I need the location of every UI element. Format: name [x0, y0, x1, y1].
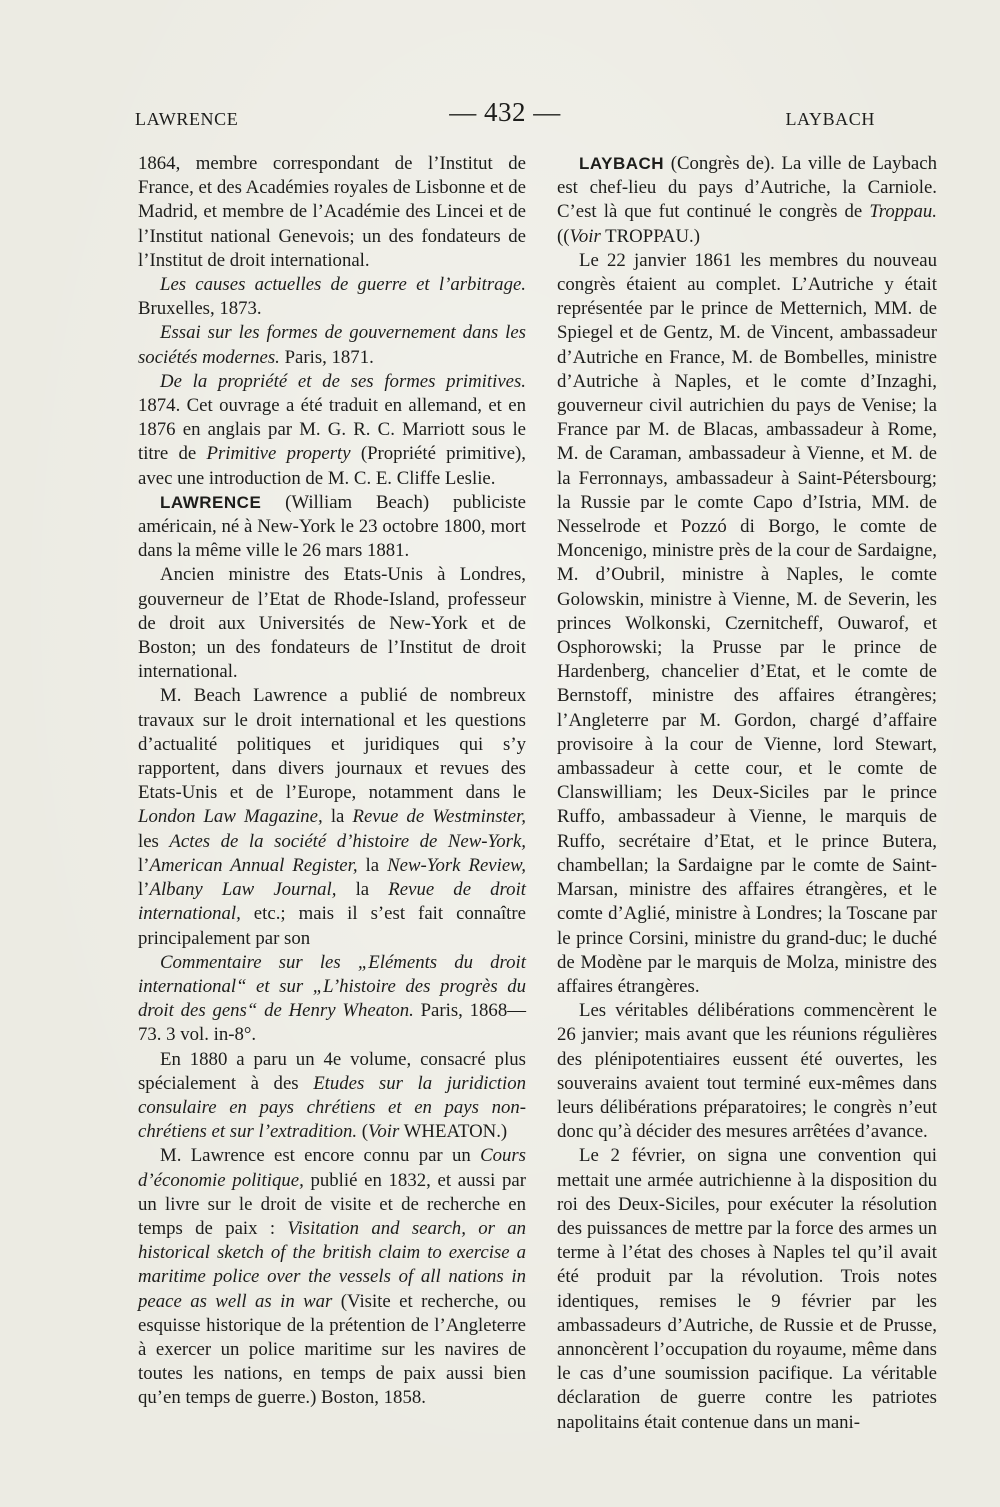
entry-headword: LAYBACH — [579, 154, 665, 173]
paragraph — [138, 1144, 526, 1410]
text: (William Beach) publiciste américain, né à New-York le 23 octobre 1800, mort dans la même ville le 26 mars 1881. — [138, 491, 526, 562]
publication-title: London Law Magazine, — [138, 806, 323, 828]
text: 1874. Cet ouvrage a été traduit en allemand, et en 1876 en anglais par M. G. R. C. Marriott sous le titre de — [138, 395, 526, 465]
paragraph — [138, 563, 526, 684]
cross-reference: TROPPAU.) — [600, 225, 700, 247]
publication-title: Revue de droit international, — [138, 879, 526, 925]
text: Paris, 1871. — [279, 346, 374, 368]
running-header — [135, 97, 875, 137]
text: (Congrès de). La ville de Laybach est chef-lieu du pays d’Autriche, la Carniole. C’est là que fut continué le congrès de — [557, 153, 937, 223]
book-title: Commentaire sur les „Eléments du droit international“ et sur „L’histoire des progrès du droit des gens“ de Henry Wheaton. — [138, 951, 526, 1022]
text: Ancien ministre des Etats-Unis à Londres, gouverneur de l’Etat de Rhode-Island, professeur de droit aux Universités de New-York et de Boston; un des fondateurs de l’Institut de droit international. — [138, 564, 526, 683]
page-number: — 432 — — [449, 97, 561, 127]
cross-reference-label: Voir — [368, 1121, 400, 1143]
publication-title: Revue de Westminster, — [352, 806, 526, 828]
publication-title: American Annual Register, — [149, 854, 358, 876]
publication-title: Albany Law Journal, — [149, 879, 337, 901]
paragraph — [138, 684, 526, 950]
paragraph — [557, 249, 937, 999]
text: 1864, membre correspondant de l’Institut de France, et des Académies royales de Lisbonne et de Madrid, et membre de l’Académie des Lincei et de l’Institut national Genevois; un des fondateurs de l’Institut de droit international. — [138, 153, 526, 271]
text: (Propriété primitive), avec une introduction de M. C. E. Cliffe Leslie. — [138, 443, 526, 489]
text: la — [336, 879, 389, 901]
text: Bruxelles, 1873. — [138, 298, 262, 320]
text: la — [357, 854, 388, 876]
text: En 1880 a paru un 4e volume, consacré plus spécialement à des — [138, 1048, 526, 1094]
book-title: Cours d’économie politique, — [138, 1145, 526, 1191]
header-left-word: LAWRENCE — [135, 109, 239, 129]
text: Le 2 février, on signa une convention qui mettait une armée autrichienne à la disposition du roi des Deux-Siciles, pour exécuter la résolution des puissances de mettre par la force des armes un terme à l’état des choses à Naples tel qu’il avait été produit par la révolution. Trois notes identiques, remises le 9 février par les ambassadeurs d’Autriche, de Russie et de Prusse, annoncèrent l’occupation du royaume, même dans le cas d’une soumission pacifique. La véritable déclaration de guerre contre les patriotes napolitains était contenue dans un mani- — [557, 1145, 937, 1433]
place-name: Troppau. — [869, 201, 937, 223]
entry-paragraph — [138, 491, 526, 564]
bibliography-entry — [138, 951, 526, 1048]
bibliography-entry — [138, 321, 526, 369]
bibliography-entry — [138, 273, 526, 321]
bibliography-entry — [138, 370, 526, 491]
right-column — [557, 152, 937, 1435]
publication-title: Actes de la société d’histoire de New-York, — [169, 830, 527, 852]
cross-reference-label: Voir — [569, 225, 601, 247]
text: l’ — [138, 879, 150, 901]
left-column — [138, 152, 526, 1411]
text: la — [322, 806, 353, 828]
paragraph — [138, 152, 526, 273]
text: publié en 1832, et aussi par un livre sur le droit de visite et de recherche en temps de paix : — [138, 1169, 526, 1239]
book-title: Primitive property — [206, 443, 351, 465]
text: (Visite et recherche, ou esquisse historique de la prétention de l’Angleterre à exercer un police maritime sur les navires de toutes les nations, en temps de paix aussi bien qu’en temps de guerre.) Boston, 1858. — [138, 1290, 526, 1409]
book-title: Etudes sur la juridiction consulaire en pays chrétiens et en pays non-chrétiens et sur l’extradition. — [138, 1072, 526, 1143]
header-right-word: LAYBACH — [785, 109, 875, 129]
text: ( — [357, 1121, 369, 1143]
text: l’ — [138, 854, 150, 876]
entry-paragraph — [557, 152, 937, 249]
book-title: Visitation and search, or an historical sketch of the british claim to exercise a maritime police over the vessels of all nations in peace as well as in war — [138, 1217, 526, 1312]
book-title: Essai sur les formes de gouvernement dans les sociétés modernes. — [138, 322, 526, 368]
paragraph — [557, 999, 937, 1144]
paragraph — [138, 1048, 526, 1145]
text: etc.; mais il s’est fait connaître principalement par son — [138, 903, 526, 949]
paragraph — [557, 1144, 937, 1434]
text: M. Lawrence est encore connu par un — [160, 1145, 481, 1167]
text: Paris, 1868—73. 3 vol. in-8°. — [138, 1000, 526, 1046]
book-title: Les causes actuelles de guerre et l’arbitrage. — [160, 274, 526, 296]
cross-reference: WHEATON.) — [399, 1121, 508, 1143]
publication-title: New-York Review, — [387, 854, 526, 876]
entry-headword: LAWRENCE — [160, 492, 262, 512]
text: M. Beach Lawrence a publié de nombreux travaux sur le droit international et les questions d’actualité politiques et juridiques qui s’y rapportent, dans divers journaux et revues des Etats-Unis et de l’Europe, notamment dans le — [138, 685, 526, 804]
book-title: De la propriété et de ses formes primitives. — [160, 370, 526, 392]
text: les — [138, 830, 170, 852]
text: Les véritables délibérations commencèrent le 26 janvier; mais avant que les réunions régulières des plénipotentiaires eussent été ouvertes, les souverains avaient tout terminé eux-mêmes dans leurs délibérations préparatoires; le congrès n’eut donc qu’à décider des mesures arrêtées d’avance. — [557, 1000, 937, 1143]
text: (( — [557, 225, 570, 247]
text: Le 22 janvier 1861 les membres du nouveau congrès étaient au complet. L’Autriche y était représentée par le prince de Metternich, MM. de Spiegel et de Gentz, M. de Vincent, ambassadeur d’Autriche en France, M. de Bombelles, ministre d’Autriche à Naples, et le comte d’Inzaghi, gouverneur civil autrichien du pays de Venise; la France par M. de Blacas, ambassadeur à Rome, M. de Caraman, ambassadeur à Vienne, et M. de la Ferronnays, ambassadeur à Saint-Pétersbourg; la Russie par le comte Capo d’Istria, MM. de Nesselrode et Pozzó di Borgo, le comte de Moncenigo, ministre près de la cour de Sardaigne, M. d’Oubril, ministre à Naples, le comte Golowskin, ministre à Vienne, M. de Severin, les princes Wolkonski, Czernitcheff, Ouwarof, et Osphorowski; la Prusse par le prince de Hardenberg, chancelier d’Etat, et le comte de Bernstoff, ministre des affaires étrangères; l’Angleterre par M. Gordon, chargé d’affaire provisoire à la cour de Vienne, lord Stewart, ambassadeur à cette cour, et le comte de Clanswilliam; les Deux-Siciles par le prince Ruffo, ambassadeur à Vienne, le marquis de Ruffo, secrétaire d’Etat, et le prince Butera, chambellan; la Sardaigne par le comte de Saint-Marsan, ministre des affaires étrangères, et le comte d’Aglié, ministre à Londres; la Toscane par le prince Corsini, ministre du grand-duc; le duché de Modène par le marquis de Molza, ministre des affaires étrangères. — [557, 249, 937, 997]
